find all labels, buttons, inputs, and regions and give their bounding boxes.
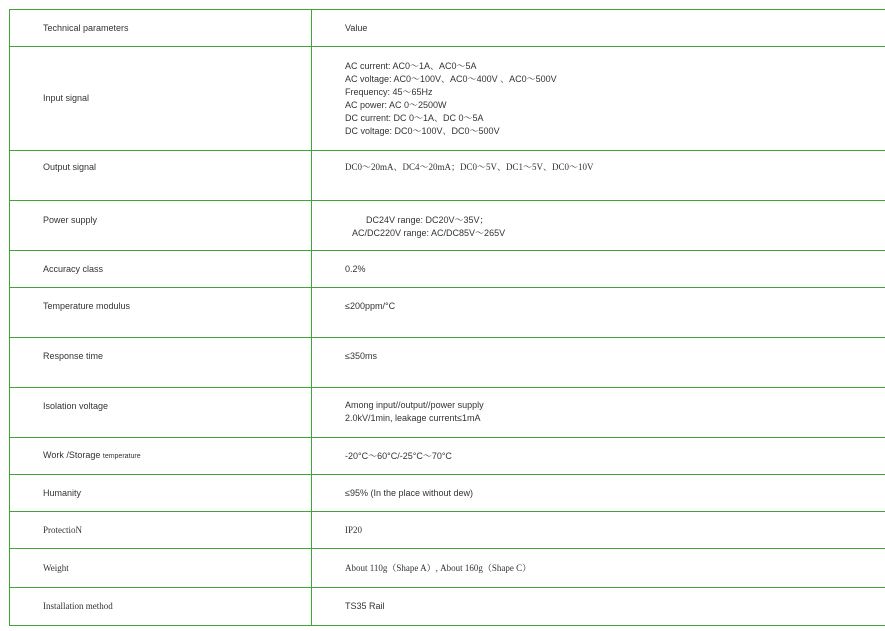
table-row bbox=[10, 338, 885, 388]
value-cell: DC0～20mA、DC4～20mA；DC0～5V、DC1～5V、DC0～10V bbox=[312, 151, 885, 201]
param-cell: Humanity bbox=[10, 475, 312, 512]
table-row bbox=[10, 438, 885, 475]
param-cell: ProtectioN bbox=[10, 512, 312, 549]
table-row bbox=[10, 388, 885, 438]
value-cell bbox=[312, 201, 885, 251]
value-cell: ≤95% (In the place without dew) bbox=[312, 475, 885, 512]
table-header-row bbox=[10, 10, 885, 47]
table-row bbox=[10, 151, 885, 201]
table-row bbox=[10, 549, 885, 588]
param-suffix: temperature bbox=[102, 453, 141, 460]
value-line: DC24V range: DC20V～35V； bbox=[366, 215, 489, 225]
value-line: AC/DC220V range: AC/DC85V～265V bbox=[352, 228, 506, 238]
value-cell: ≤200ppm/°C bbox=[312, 288, 885, 338]
param-cell: Installation method bbox=[10, 588, 312, 626]
param-cell: Output signal bbox=[10, 151, 312, 201]
param-cell: Input signal bbox=[10, 47, 312, 151]
table-row bbox=[10, 588, 885, 626]
header-param-cell: Technical parameters bbox=[10, 10, 312, 47]
value-cell: ≤350ms bbox=[312, 338, 885, 388]
table-row bbox=[10, 47, 885, 151]
technical-parameters-table bbox=[9, 9, 885, 626]
value-line: 2.0kV/1min, leakage current≤1mA bbox=[345, 413, 481, 423]
table-row bbox=[10, 201, 885, 251]
table-row bbox=[10, 288, 885, 338]
value-cell: IP20 bbox=[312, 512, 885, 549]
value-cell bbox=[312, 388, 885, 438]
param-cell bbox=[10, 438, 312, 475]
value-line: Frequency: 45～65Hz bbox=[345, 86, 433, 97]
param-cell: Temperature modulus bbox=[10, 288, 312, 338]
table-row bbox=[10, 512, 885, 549]
value-cell: -20°C～60°C/-25°C～70°C bbox=[312, 438, 885, 475]
param-cell: Weight bbox=[10, 549, 312, 588]
value-cell: TS35 Rail bbox=[312, 588, 885, 626]
value-cell bbox=[312, 47, 885, 151]
value-cell: 0.2% bbox=[312, 251, 885, 288]
value-line: AC voltage: AC0～100V、AC0～400V 、AC0～500V bbox=[345, 73, 557, 84]
param-cell: Isolation voltage bbox=[10, 388, 312, 438]
param-cell: Accuracy class bbox=[10, 251, 312, 288]
value-line: DC voltage: DC0～100V、DC0～500V bbox=[345, 125, 500, 136]
param-cell: Power supply bbox=[10, 201, 312, 251]
header-value-cell: Value bbox=[312, 10, 885, 47]
table-row bbox=[10, 251, 885, 288]
value-cell: About 110g（Shape A）, About 160g（Shape C） bbox=[312, 549, 885, 588]
param-cell: Response time bbox=[10, 338, 312, 388]
table-row bbox=[10, 475, 885, 512]
value-line: Among input//output//power supply bbox=[345, 400, 484, 410]
value-line: DC current: DC 0～1A、DC 0～5A bbox=[345, 112, 484, 123]
param-label: Work /Storage bbox=[43, 450, 101, 460]
value-line: AC current: AC0～1A、AC0～5A bbox=[345, 60, 477, 71]
value-line: AC power: AC 0～2500W bbox=[345, 99, 447, 110]
